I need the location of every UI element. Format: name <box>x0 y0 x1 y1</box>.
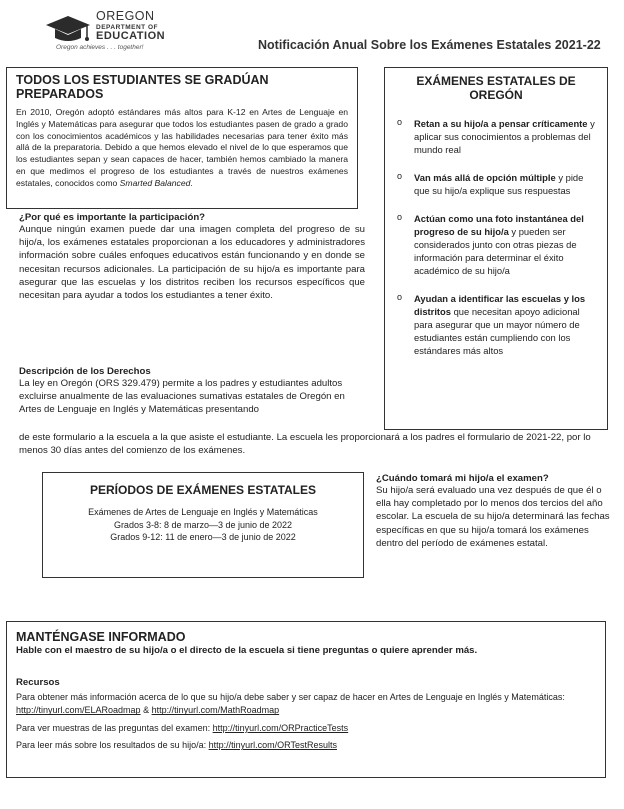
graduation-cap-icon <box>44 14 92 44</box>
exam-periods-line3: Grados 9-12: 11 de enero—3 de junio de 2022 <box>110 532 296 542</box>
resources-heading: Recursos <box>16 677 60 688</box>
resource-item: Para leer más sobre los resultados de su hijo/a: http://tinyurl.com/ORTestResults <box>16 740 337 751</box>
intro-heading: TODOS LOS ESTUDIANTES SE GRADÚAN PREPARADOS <box>16 73 269 101</box>
rights-text-continued: de este formulario a la escuela a la que asiste el estudiante. La escuela les proporcionará a los padres el formulario de 2021-22, por lo menos 30 días antes del comienzo de los exámenes. <box>19 432 591 457</box>
oregon-exams-heading: EXÁMENES ESTATALES DE OREGÓN <box>416 74 576 102</box>
logo-line3: EDUCATION <box>96 30 166 42</box>
when-section <box>376 473 612 550</box>
list-item: o Ayudan a identificar las escuelas y los distritos que necesitan apoyo adicional para asegurar que un mayor número de estudiantes están cumpliendo con los estándares más altos <box>395 292 597 357</box>
rights-section <box>19 366 365 417</box>
list-item: o Van más allá de opción múltiple y pide que su hijo/a explique sus respuestas <box>395 171 597 197</box>
list-item: o Actúan como una foto instantánea del progreso de su hijo/a y pueden ser considerados junto con otras piezas de información para determinar el éxito académico de su hijo/a <box>395 212 597 277</box>
exam-periods-line2: Grados 3-8: 8 de marzo—3 de junio de 2022 <box>113 519 293 530</box>
oregon-exams-list <box>395 117 597 357</box>
ode-logo <box>44 8 194 54</box>
test-results-link[interactable]: http://tinyurl.com/ORTestResults <box>208 740 337 751</box>
resource-item: Para obtener más información acerca de lo que su hijo/a debe saber y ser capaz de hacer en Artes de Lenguaje en Inglés y Matemáticas: http://tinyurl.com/ELARoadmap & http://tinyurl.com/MathRoadmap <box>16 692 565 716</box>
page-title: Notificación Anual Sobre los Exámenes Estatales 2021-22 <box>258 38 601 52</box>
logo-wordmark <box>96 10 165 42</box>
stay-informed-subheading: Hable con el maestro de su hijo/a o el directo de la escuela si tiene preguntas o quiere aprender más. <box>16 645 478 656</box>
stay-informed-box <box>6 621 606 778</box>
intro-text: En 2010, Oregón adoptó estándares más altos para K-12 en Artes de Lenguaje en Inglés y Matemáticas para asegurar que todos los estudiantes pasen de grado a grado con los conocimientos académicos y las habilidades necesarias para tener éxito más allá de la preparatoria. Debido a que hemos elevado el nivel de lo que esperamos que los estudiantes sepan y sean capaces de hacer, también hemos cambiado la manera en que medimos el progreso de los estudiantes a través de nuestros exámenes estatales, conocidos como Smarted Balanced. <box>16 107 348 188</box>
importance-text: Aunque ningún examen puede dar una imagen completa del progreso de su hijo/a, los exámenes estatales proporcionan a los educadores y administradores información sobre cuáles enfoques educativos están funcionando y en donde se necesitan recursos adicionales. La participación de su hijo/a es importante para asegurar que las escuelas y los distritos reciben los recursos específicos que necesitan para ayudar a todos los estudiantes a tener éxito. <box>19 224 365 302</box>
logo-line2: DEPARTMENT OF <box>96 23 158 31</box>
math-roadmap-link[interactable]: http://tinyurl.com/MathRoadmap <box>151 705 280 716</box>
stay-informed-heading: MANTÉNGASE INFORMADO <box>16 630 186 644</box>
importance-heading: ¿Por qué es importante la participación? <box>19 212 206 223</box>
exam-periods-line1: Exámenes de Artes de Lenguaje en Inglés y Matemáticas <box>88 507 318 517</box>
exam-periods-heading: PERÍODOS DE EXÁMENES ESTATALES <box>89 483 317 497</box>
exam-periods-box <box>42 472 364 578</box>
logo-tagline: Oregon achieves . . . together! <box>56 44 144 51</box>
practice-tests-link[interactable]: http://tinyurl.com/ORPracticeTests <box>212 722 349 733</box>
importance-section <box>19 212 365 302</box>
when-text: Su hijo/a será evaluado una vez después de que él o ella hay completado por lo menos dos tercios del año escolar. La escuela de su hijo/a determinará las fechas específicas en que su hijo/a tomará los exámenes dentro del período de exámenes estatal. <box>376 485 610 549</box>
when-heading: ¿Cuándo tomará mi hijo/a el examen? <box>376 473 549 484</box>
logo-line1: OREGON <box>96 9 155 23</box>
rights-text: La ley en Oregón (ORS 329.479) permite a los padres y estudiantes adultos excluirse anualmente de las evaluaciones sumativas estatales de Oregón en Artes de Lenguaje en Inglés y Matemáticas presentando <box>19 378 345 416</box>
resource-item: Para ver muestras de las preguntas del examen: http://tinyurl.com/ORPracticeTests <box>16 722 349 733</box>
rights-heading: Descripción de los Derechos <box>19 366 151 377</box>
intro-box <box>6 67 358 209</box>
ela-roadmap-link[interactable]: http://tinyurl.com/ELARoadmap <box>16 705 141 716</box>
list-item: o Retan a su hijo/a a pensar críticamente y aplicar sus conocimientos a problemas del mundo real <box>395 117 597 156</box>
oregon-exams-box <box>384 67 608 430</box>
